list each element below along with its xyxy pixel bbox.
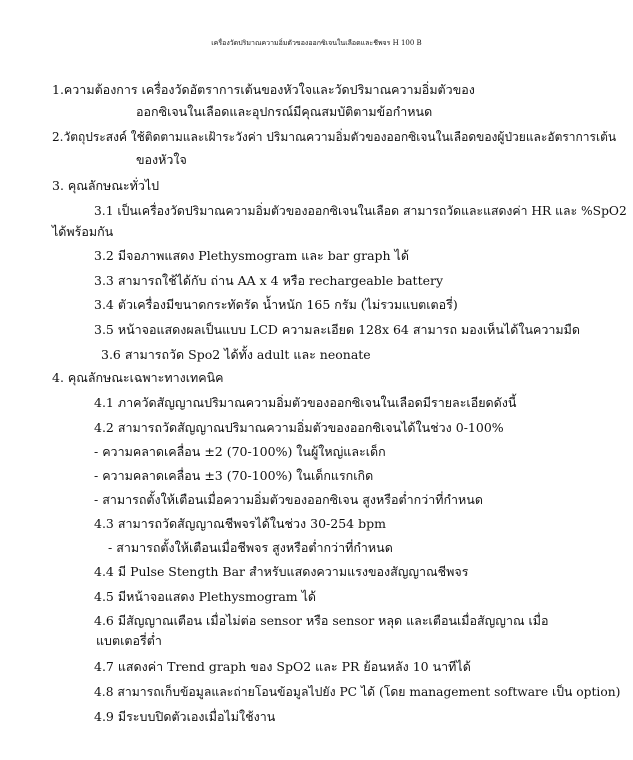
text-line: - ความคลาดเคลื่อน ±3 (70-100%) ในเด็กแรกเกิด [94,468,374,483]
text-line: - ความคลาดเคลื่อน ±2 (70-100%) ในผู้ใหญ่และเด็ก [94,444,386,459]
text-line: 3.1 เป็นเครื่องวัดปริมาณความอิ่มตัวของออกซิเจนในเลือด สามารถวัดและแสดงค่า HR และ %SpO2 [94,204,627,218]
text-line: 3.3 สามารถใช้ได้กับ ถ่าน AA x 4 หรือ rechargeable battery [94,273,444,288]
text-line: 4.7 แสดงค่า Trend graph ของ SpO2 และ PR ย้อนหลัง 10 นาทีได้ [94,659,471,674]
text-line: 3.5 หน้าจอแสดงผลเป็นแบบ LCD ความละเอียด 128x 64 สามารถ มองเห็นได้ในความมืด [94,322,580,337]
text-line: ของหัวใจ [136,152,187,167]
text-line: 4.6 มีสัญญาณเตือน เมื่อไม่ต่อ sensor หรือ sensor หลุด และเตือนเมื่อสัญญาณ เมื่อ [94,613,549,628]
text-line: 4.4 มี Pulse Stength Bar สำหรับแสดงความแรงของสัญญาณชีพจร [94,564,469,579]
text-line: ออกซิเจนในเลือดและอุปกรณ์มีคุณสมบัติตามข้อกำหนด [136,104,433,119]
text-line: 3.6 สามารถวัด Spo2 ได้ทั้ง adult และ neonate [101,347,371,362]
text-line: 4.8 สามารถเก็บข้อมูลและถ่ายโอนข้อมูลไปยัง PC ได้ (โดย management software เป็น option) [94,685,621,699]
section-heading: 3. คุณลักษณะทั่วไป [52,178,160,193]
text-line: 4.3 สามารถวัดสัญญาณชีพจรได้ในช่วง 30-254 bpm [94,516,386,531]
text-line: - สามารถตั้งให้เตือนเมื่อความอิ่มตัวของออกซิเจน สูงหรือต่ำกว่าที่กำหนด [94,492,483,507]
text-line: ได้พร้อมกัน [52,224,114,239]
text-line: 4.9 มีระบบปิดตัวเองเมื่อไม่ใช้งาน [94,709,276,724]
text-line: 4.1 ภาควัดสัญญาณปริมาณความอิ่มตัวของออกซิเจนในเลือดมีรายละเอียดดังนี้ [94,395,517,410]
text-line: 4.2 สามารถวัดสัญญาณปริมาณความอิ่มตัวของออกซิเจนได้ในช่วง 0-100% [94,420,504,435]
text-line: 3.2 มีจอภาพแสดง Plethysmogram และ bar graph ได้ [94,248,409,263]
text-line: - สามารถตั้งให้เตือนเมื่อชีพจร สูงหรือต่ำกว่าที่กำหนด [108,540,393,555]
document-title: เครื่องวัดปริมาณความอิ่มตัวของออกซิเจนในเลือดและชีพจร H 100 B [211,39,422,47]
text-line: 2.วัตถุประสงค์ ใช้ติดตามและเฝ้าระวังค่า ปริมาณความอิ่มตัวของออกซิเจนในเลือดของผู้ป่วยและอัตราการเต้น [52,130,617,144]
section-heading: 4. คุณลักษณะเฉพาะทางเทคนิค [52,370,224,385]
text-line: 3.4 ตัวเครื่องมีขนาดกระทัดรัด น้ำหนัก 165 กรัม (ไม่รวมแบตเตอรี่) [94,297,458,312]
text-line: แบตเตอรี่ต่ำ [96,633,162,648]
text-line: 4.5 มีหน้าจอแสดง Plethysmogram ได้ [94,589,317,604]
text-line: 1.ความต้องการ เครื่องวัดอัตราการเต้นของหัวใจและวัดปริมาณความอิ่มตัวของ [52,82,475,97]
